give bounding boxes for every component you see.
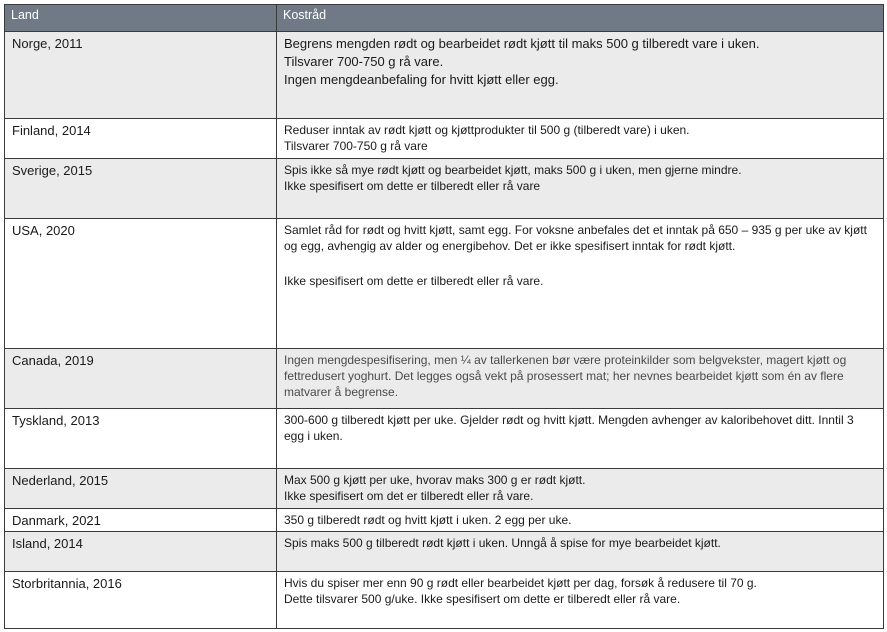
advice-line: Ikke spesifisert om dette er tilberedt eller rå vare	[284, 179, 541, 193]
advice-line: Spis maks 500 g tilberedt rødt kjøtt i uken. Unngå å spise for mye bearbeidet kjøtt.	[284, 536, 721, 550]
table-row	[5, 159, 884, 219]
advice-line: 300-600 g tilberedt kjøtt per uke. Gjelder rødt og hvitt kjøtt. Mengden avhenger av kaloribehovet ditt. Inntil 3 egg i uken.	[284, 413, 854, 443]
advice-line: Ikke spesifisert om dette er tilberedt eller rå vare.	[284, 274, 544, 288]
table-row	[5, 219, 884, 349]
header-land: Land	[5, 5, 277, 32]
advice-line: Max 500 g kjøtt per uke, hvorav maks 300 g er rødt kjøtt.	[284, 473, 586, 487]
advice-line: Dette tilsvarer 500 g/uke. Ikke spesifisert om dette er tilberedt eller rå vare.	[284, 592, 681, 606]
table-row	[5, 349, 884, 409]
advice-cell	[277, 219, 884, 349]
advice-cell	[277, 469, 884, 509]
table-row	[5, 509, 884, 532]
dietary-advice-table	[4, 4, 884, 629]
table-row	[5, 32, 884, 119]
table-row	[5, 469, 884, 509]
advice-cell	[277, 32, 884, 119]
advice-line: Spis ikke så mye rødt kjøtt og bearbeidet kjøtt, maks 500 g i uken, men gjerne mindre.	[284, 163, 742, 177]
advice-cell	[277, 159, 884, 219]
advice-cell	[277, 119, 884, 159]
table-row	[5, 409, 884, 469]
country-cell: Sverige, 2015	[5, 159, 277, 219]
country-cell: Finland, 2014	[5, 119, 277, 159]
advice-line: 350 g tilberedt rødt og hvitt kjøtt i uken. 2 egg per uke.	[284, 513, 572, 527]
country-cell: Island, 2014	[5, 532, 277, 572]
advice-cell	[277, 532, 884, 572]
country-cell: USA, 2020	[5, 219, 277, 349]
advice-line: Ingen mengdespesifisering, men ¼ av tallerkenen bør være proteinkilder som belgvekster, magert kjøtt og fettredusert yoghurt. Det legges også vekt på prosessert mat; her nevnes bearbeidet kjøtt som én av flere matvarer å begrense.	[284, 353, 847, 399]
table-row	[5, 572, 884, 629]
table-row	[5, 119, 884, 159]
country-cell: Canada, 2019	[5, 349, 277, 409]
country-cell: Norge, 2011	[5, 32, 277, 119]
advice-line: Tilsvarer 700-750 g rå vare.	[284, 54, 444, 69]
advice-cell	[277, 509, 884, 532]
advice-line: Tilsvarer 700-750 g rå vare	[284, 139, 428, 153]
country-cell: Tyskland, 2013	[5, 409, 277, 469]
country-cell: Storbritannia, 2016	[5, 572, 277, 629]
advice-line: Ingen mengdeanbefaling for hvitt kjøtt eller egg.	[284, 72, 559, 87]
table-header-row	[5, 5, 884, 32]
advice-line: Reduser inntak av rødt kjøtt og kjøttprodukter til 500 g (tilberedt vare) i uken.	[284, 123, 690, 137]
advice-line: Samlet råd for rødt og hvitt kjøtt, samt egg. For voksne anbefales det et inntak på 650 – 935 g per uke av kjøtt og egg, avhengig av alder og energibehov. Det er ikke spesifisert inntak for rødt kjøtt.	[284, 223, 867, 253]
country-cell: Nederland, 2015	[5, 469, 277, 509]
country-cell: Danmark, 2021	[5, 509, 277, 532]
table-row	[5, 532, 884, 572]
advice-cell	[277, 572, 884, 629]
advice-line: Hvis du spiser mer enn 90 g rødt eller bearbeidet kjøtt per dag, forsøk å redusere til 70 g.	[284, 576, 757, 590]
advice-cell	[277, 349, 884, 409]
advice-cell	[277, 409, 884, 469]
header-advice: Kostråd	[277, 5, 884, 32]
advice-line: Begrens mengden rødt og bearbeidet rødt kjøtt til maks 500 g tilberedt vare i uken.	[284, 36, 760, 51]
advice-line: Ikke spesifisert om det er tilberedt eller rå vare.	[284, 489, 534, 503]
